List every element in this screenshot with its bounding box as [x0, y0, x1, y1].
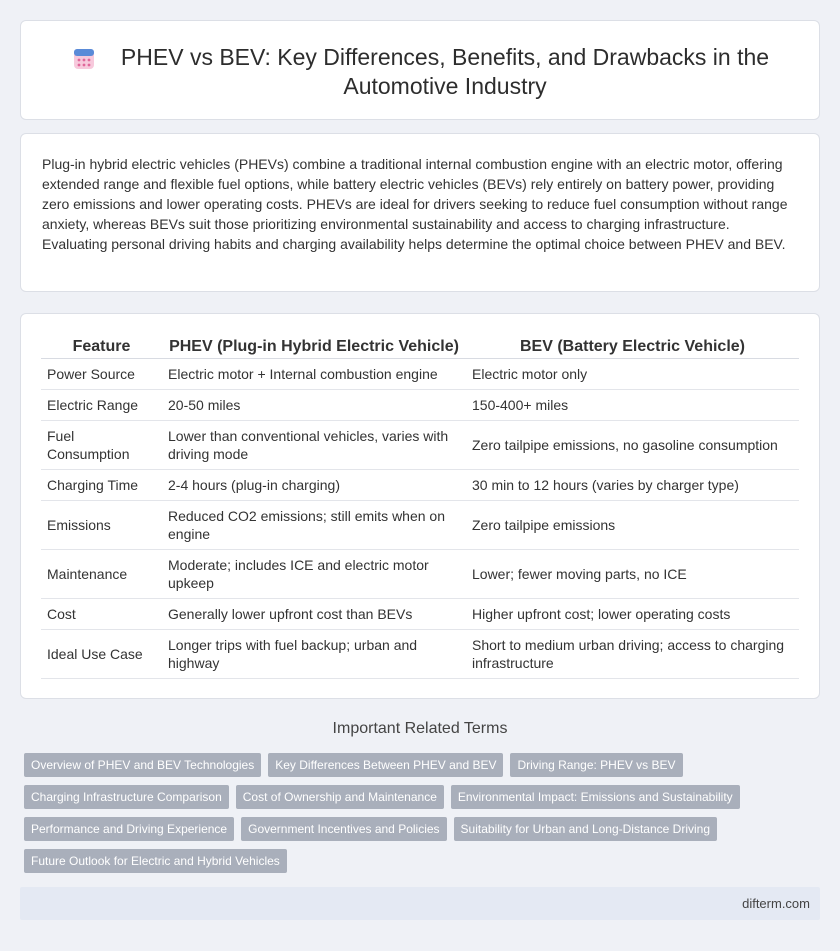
table-row: [41, 421, 799, 470]
bev-cell: Zero tailpipe emissions: [466, 501, 799, 550]
page-title: PHEV vs BEV: Key Differences, Benefits, and Drawbacks in the Automotive Industry: [120, 44, 770, 99]
bev-cell: Zero tailpipe emissions, no gasoline consumption: [466, 421, 799, 470]
phev-cell: Reduced CO2 emissions; still emits when on engine: [162, 501, 466, 550]
site-link[interactable]: difterm.com: [742, 896, 810, 911]
phev-cell: Moderate; includes ICE and electric motor upkeep: [162, 550, 466, 599]
phev-cell: Lower than conventional vehicles, varies with driving mode: [162, 421, 466, 470]
feature-cell: Charging Time: [41, 470, 162, 501]
bev-cell: 150-400+ miles: [466, 390, 799, 421]
summary-paragraph: Plug-in hybrid electric vehicles (PHEVs) combine a traditional internal combustion engine with an electric motor, offering extended range and flexible fuel options, while battery electric vehicles (BEVs) rely entirely on battery power, providing zero emissions and lower operating costs. PHEVs are ideal for drivers seeking to reduce fuel consumption without range anxiety, whereas BEVs suit those prioritizing environmental sustainability and access to charging infrastructure. Evaluating personal driving habits and charging availability helps determine the optimal choice between PHEV and BEV.: [42, 156, 788, 252]
table-row: [41, 390, 799, 421]
related-term-link[interactable]: Cost of Ownership and Maintenance: [236, 785, 444, 809]
bev-cell: Higher upfront cost; lower operating costs: [466, 599, 799, 630]
phev-cell: Electric motor + Internal combustion engine: [162, 359, 466, 390]
related-term-link[interactable]: Overview of PHEV and BEV Technologies: [24, 753, 261, 777]
related-term-link[interactable]: Charging Infrastructure Comparison: [24, 785, 229, 809]
feature-cell: Power Source: [41, 359, 162, 390]
phev-cell: Longer trips with fuel backup; urban and highway: [162, 630, 466, 679]
comparison-table: [41, 332, 799, 679]
related-term-link[interactable]: Performance and Driving Experience: [24, 817, 234, 841]
related-terms-heading: Important Related Terms: [332, 720, 508, 737]
bev-cell: Lower; fewer moving parts, no ICE: [466, 550, 799, 599]
footer-bar: [20, 887, 820, 920]
related-term-link[interactable]: Government Incentives and Policies: [241, 817, 446, 841]
related-term-link[interactable]: Key Differences Between PHEV and BEV: [268, 753, 503, 777]
related-term-link[interactable]: Future Outlook for Electric and Hybrid Vehicles: [24, 849, 287, 873]
related-terms-list: [24, 753, 804, 881]
table-row: [41, 470, 799, 501]
column-header-feature: Feature: [41, 332, 162, 359]
feature-cell: Electric Range: [41, 390, 162, 421]
bev-cell: Electric motor only: [466, 359, 799, 390]
table-row: [41, 359, 799, 390]
bev-cell: 30 min to 12 hours (varies by charger type): [466, 470, 799, 501]
feature-cell: Cost: [41, 599, 162, 630]
feature-cell: Ideal Use Case: [41, 630, 162, 679]
title-card: [20, 20, 820, 120]
bev-cell: Short to medium urban driving; access to charging infrastructure: [466, 630, 799, 679]
feature-cell: Maintenance: [41, 550, 162, 599]
table-row: [41, 599, 799, 630]
phev-cell: Generally lower upfront cost than BEVs: [162, 599, 466, 630]
table-row: [41, 501, 799, 550]
table-row: [41, 550, 799, 599]
phev-cell: 2-4 hours (plug-in charging): [162, 470, 466, 501]
feature-cell: Fuel Consumption: [41, 421, 162, 470]
related-term-link[interactable]: Environmental Impact: Emissions and Sustainability: [451, 785, 740, 809]
related-term-link[interactable]: Driving Range: PHEV vs BEV: [510, 753, 682, 777]
table-header-row: [41, 332, 799, 359]
comparison-table-card: [20, 313, 820, 699]
table-row: [41, 630, 799, 679]
related-term-link[interactable]: Suitability for Urban and Long-Distance Driving: [454, 817, 717, 841]
summary-card: [20, 133, 820, 292]
column-header-bev: BEV (Battery Electric Vehicle): [466, 332, 799, 359]
phev-cell: 20-50 miles: [162, 390, 466, 421]
column-header-phev: PHEV (Plug-in Hybrid Electric Vehicle): [162, 332, 466, 359]
feature-cell: Emissions: [41, 501, 162, 550]
